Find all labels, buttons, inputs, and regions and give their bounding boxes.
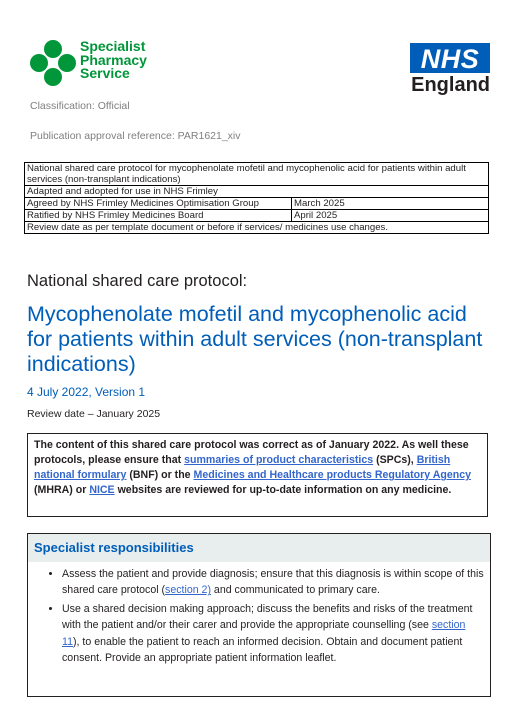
table-row: [25, 222, 489, 234]
org-name-line: Pharmacy: [80, 51, 147, 68]
table-cell: Review date as per template document or before if services/ medicines use changes.: [25, 222, 489, 234]
notice-text: (BNF) or the: [126, 469, 194, 481]
bnf-link[interactable]: British national formulary: [34, 454, 451, 481]
notice-text: websites are reviewed for up-to-date information on any medicine.: [114, 484, 452, 496]
table-cell: Adapted and adopted for use in NHS Frimley: [25, 186, 489, 198]
table-cell: Ratified by NHS Frimley Medicines Board: [25, 210, 292, 222]
info-table: [24, 162, 489, 234]
responsibility-list: [28, 564, 490, 668]
table-cell: Agreed by NHS Frimley Medicines Optimisation Group: [25, 198, 292, 210]
doc-subtitle: National shared care protocol:: [27, 272, 248, 290]
specialist-responsibilities-box: [27, 533, 491, 697]
sps-logo-icon: [30, 40, 76, 86]
classification: Classification: Official: [30, 100, 130, 112]
mhra-link[interactable]: Medicines and Healthcare products Regulatory Agency: [193, 469, 471, 481]
table-row: [25, 186, 489, 198]
section-header: [28, 534, 490, 562]
nhs-region: England: [411, 74, 490, 96]
nice-link[interactable]: NICE: [89, 484, 115, 496]
org-name-line: Specialist: [80, 38, 146, 54]
org-name-line: Service: [80, 65, 130, 81]
table-row: [25, 163, 489, 186]
table-cell: April 2025: [292, 210, 489, 222]
table-row: [25, 210, 489, 222]
table-cell: National shared care protocol for mycophenolate mofetil and mycophenolic acid for patients within adult services (non-transplant indications): [25, 163, 489, 186]
notice-text: The content of this shared care protocol was correct as of January 2022. As well these protocols, please ensure that: [34, 439, 469, 466]
notice-text: (SPCs),: [373, 454, 417, 466]
table-row: [25, 198, 489, 210]
spc-link[interactable]: summaries of product characteristics: [184, 454, 374, 466]
doc-title: Mycophenolate mofetil and mycophenolic acid for patients within adult services (non-transplant indications): [27, 302, 483, 376]
publication-ref: Publication approval reference: PAR1621_xiv: [30, 130, 241, 142]
nhs-logo: [410, 43, 490, 73]
list-item: • Assess the patient and provide diagnosis; ensure that this diagnosis is within scope of this shared care protocol (section 2) and communicated to primary care.: [62, 566, 484, 599]
notice-text: (MHRA) or: [34, 484, 90, 496]
org-name: [80, 40, 147, 81]
notice-box: [27, 433, 488, 517]
list-item: • Use a shared decision making approach; discuss the benefits and risks of the treatment with the patient and/or their carer and provide the appropriate counselling (see section 11), to enable the patient to reach an informed decision. Obtain and document patient consent. Provide an appropriate patient information leaflet.: [62, 601, 484, 667]
table-cell: March 2025: [292, 198, 489, 210]
nhs-logo-text: NHS: [420, 44, 480, 74]
doc-review-date: Review date – January 2025: [27, 408, 161, 420]
section-11-link[interactable]: section 11: [62, 619, 466, 648]
section-heading: Specialist responsibilities: [34, 540, 194, 555]
section-2-link[interactable]: section 2): [165, 584, 211, 597]
doc-version: 4 July 2022, Version 1: [27, 385, 146, 399]
